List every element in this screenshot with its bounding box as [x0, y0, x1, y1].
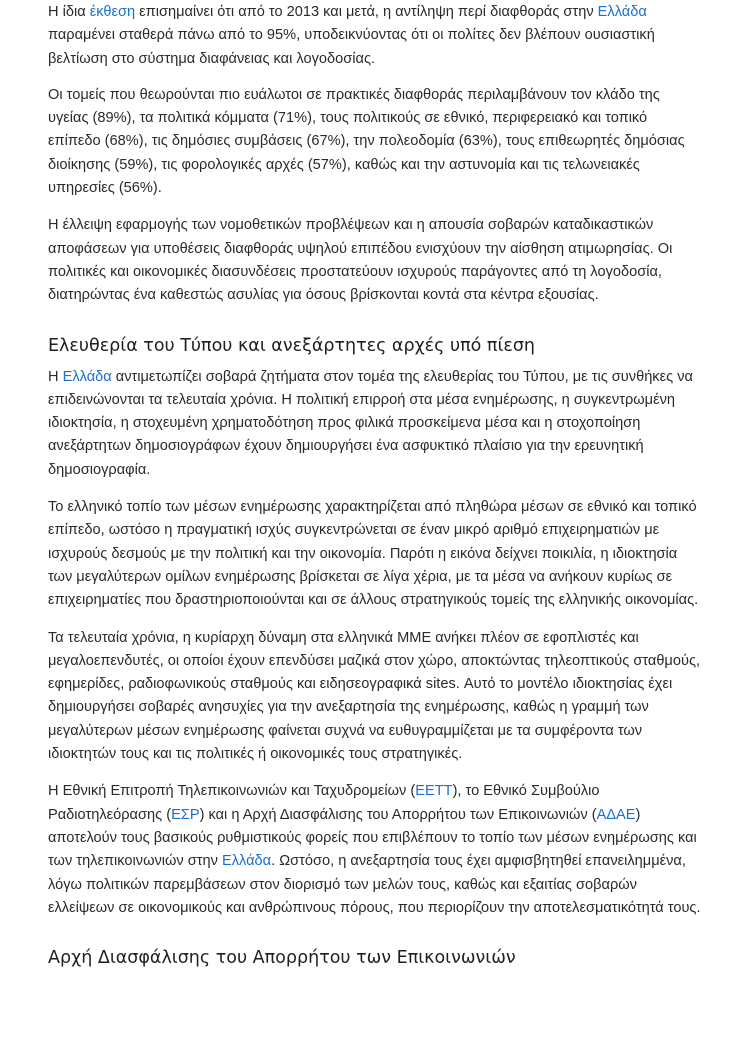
link-esr[interactable]: ΕΣΡ — [171, 806, 200, 823]
link-report[interactable]: έκθεση — [89, 4, 136, 20]
paragraph-regulators — [48, 780, 702, 920]
text: . Ωστόσο, η ανεξαρτησία τους έχει αμφισβητηθεί επανειλημμένα, λόγω πολιτικών παρεμβάσεων στον διορισμό των μελών τους, καθώς και εξαιτίας σοβαρών ελλείψεων σε οικονομικούς και ανθρώπινους πόρους, που περιορίζουν την αποτελεσματικότητά τους. — [48, 853, 701, 916]
section-heading-press-freedom: Ελευθερία του Τύπου και ανεξάρτητες αρχές υπό πίεση — [48, 335, 536, 356]
text: Η — [48, 368, 63, 385]
text: Η Εθνική Επιτροπή Τηλεπικοινωνιών και Ταχυδρομείων ( — [48, 783, 416, 800]
link-eett[interactable]: ΕΕΤΤ — [415, 783, 453, 800]
paragraph-media-ownership: Τα τελευταία χρόνια, η κυρίαρχη δύναμη στα ελληνικά ΜΜΕ ανήκει πλέον σε εφοπλιστές και μεγαλοεπενδυτές, οι οποίοι έχουν επενδύσει μαζικά στον χώρο, αποκτώντας τηλεοπτικούς σταθμούς, εφημερίδες, ραδιοφωνικούς σταθμούς και ειδησεογραφικά sites. Αυτό το μοντέλο ιδιοκτησίας έχει δημιουργήσει σοβαρές ανησυχίες για την ανεξαρτησία της ενημέρωσης, καθώς η γραμμή των μεγαλύτερων μέσων ενημέρωσης φαίνεται συχνά να ευθυγραμμίζεται με τα συμφέροντα των ιδιοκτητών τους και τις πολιτικές ή οικονομικές τους στρατηγικές. — [48, 629, 701, 763]
link-greece[interactable]: Ελλάδα — [597, 4, 647, 20]
text: ) και η Αρχή Διασφάλισης του Απορρήτου των Επικοινωνιών ( — [199, 806, 597, 823]
link-greece[interactable]: Ελλάδα — [222, 853, 272, 870]
text: αντιμετωπίζει σοβαρά ζητήματα στον τομέα της ελευθερίας του Τύπου, με τις συνθήκες να επιδεινώνονται τα τελευταία χρόνια. Η πολιτική επιρροή στα μέσα ενημέρωσης, η συγκεντρωμένη ιδιοκτησία, η στοχευμένη χρηματοδότηση προς φιλικά προσκείμενα μέσα και η στοχοποίηση ανεξάρτητων δημοσιογράφων έχουν δημιουργήσει ένα ασφυκτικό πλαίσιο για την ερευνητική δημοσιογραφία. — [48, 368, 693, 478]
text: ), το Εθνικό Συμβούλιο Ραδιοτηλεόρασης ( — [48, 783, 600, 823]
paragraph-vulnerable-sectors: Οι τομείς που θεωρούνται πιο ευάλωτοι σε πρακτικές διαφθοράς περιλαμβάνουν τον κλάδο της υγείας (89%), τα πολιτικά κόμματα (71%), τους πολιτικούς σε εθνικό, περιφερειακό και τοπικό επίπεδο (68%), τις δημόσιες συμβάσεις (67%), την πολεοδομία (63%), τους επιθεωρητές δημόσιας διοίκησης (59%), τις φορολογικές αρχές (57%), καθώς και την αστυνομία και τις τελωνειακές υπηρεσίες (56%). — [48, 86, 685, 197]
link-greece[interactable]: Ελλάδα — [62, 368, 112, 385]
paragraph — [48, 1, 702, 71]
section-heading-adae: Αρχή Διασφάλισης του Απορρήτου των Επικοινωνιών — [48, 948, 516, 969]
text: Η ίδια — [48, 4, 90, 20]
text: επισημαίνει ότι από το 2013 και μετά, η αντίληψη περί διαφθοράς στην — [135, 4, 598, 20]
paragraph-impunity: Η έλλειψη εφαρμογής των νομοθετικών προβλέψεων και η απουσία σοβαρών καταδικαστικών αποφάσεων για υποθέσεις διαφθοράς υψηλού επιπέδου ενισχύουν την αίσθηση ατιμωρησίας. Οι πολιτικές και οικονομικές διασυνδέσεις προστατεύουν ισχυρούς παράγοντες από τη λογοδοσία, διατηρώντας ένα καθεστώς ασυλίας για όσους βρίσκονται κοντά στα κέντρα εξουσίας. — [48, 217, 673, 304]
paragraph-media-landscape: Το ελληνικό τοπίο των μέσων ενημέρωσης χαρακτηρίζεται από πληθώρα μέσων σε εθνικό και τοπικό επίπεδο, ωστόσο η πραγματική ισχύς συγκεντρώνεται σε έναν μικρό αριθμό επιχειρηματιών με ισχυρούς δεσμούς με την πολιτική και την οικονομία. Παρότι η εικόνα δείχνει ποικιλία, η ιδιοκτησία των μεγαλύτερων ομίλων ενημέρωσης βρίσκεται σε λίγα χέρια, με τα μέσα να ανήκουν κυρίως σε επιχειρηματίες που δραστηριοποιούνται και σε άλλους στρατηγικούς τομείς της ελληνικής οικονομίας. — [48, 499, 699, 609]
text: παραμένει σταθερά πάνω από το 95%, υποδεικνύοντας ότι οι πολίτες δεν βλέπουν ουσιαστική βελτίωση στο σύστημα διαφάνειας και λογοδοσίας. — [48, 27, 655, 67]
text: ) αποτελούν τους βασικούς ρυθμιστικούς φορείς που επιβλέπουν το τοπίο των μέσων ενημέρωσης και των τηλεπικοινωνιών στην — [48, 806, 697, 870]
link-adae[interactable]: ΑΔΑΕ — [596, 806, 636, 823]
paragraph — [48, 366, 702, 482]
